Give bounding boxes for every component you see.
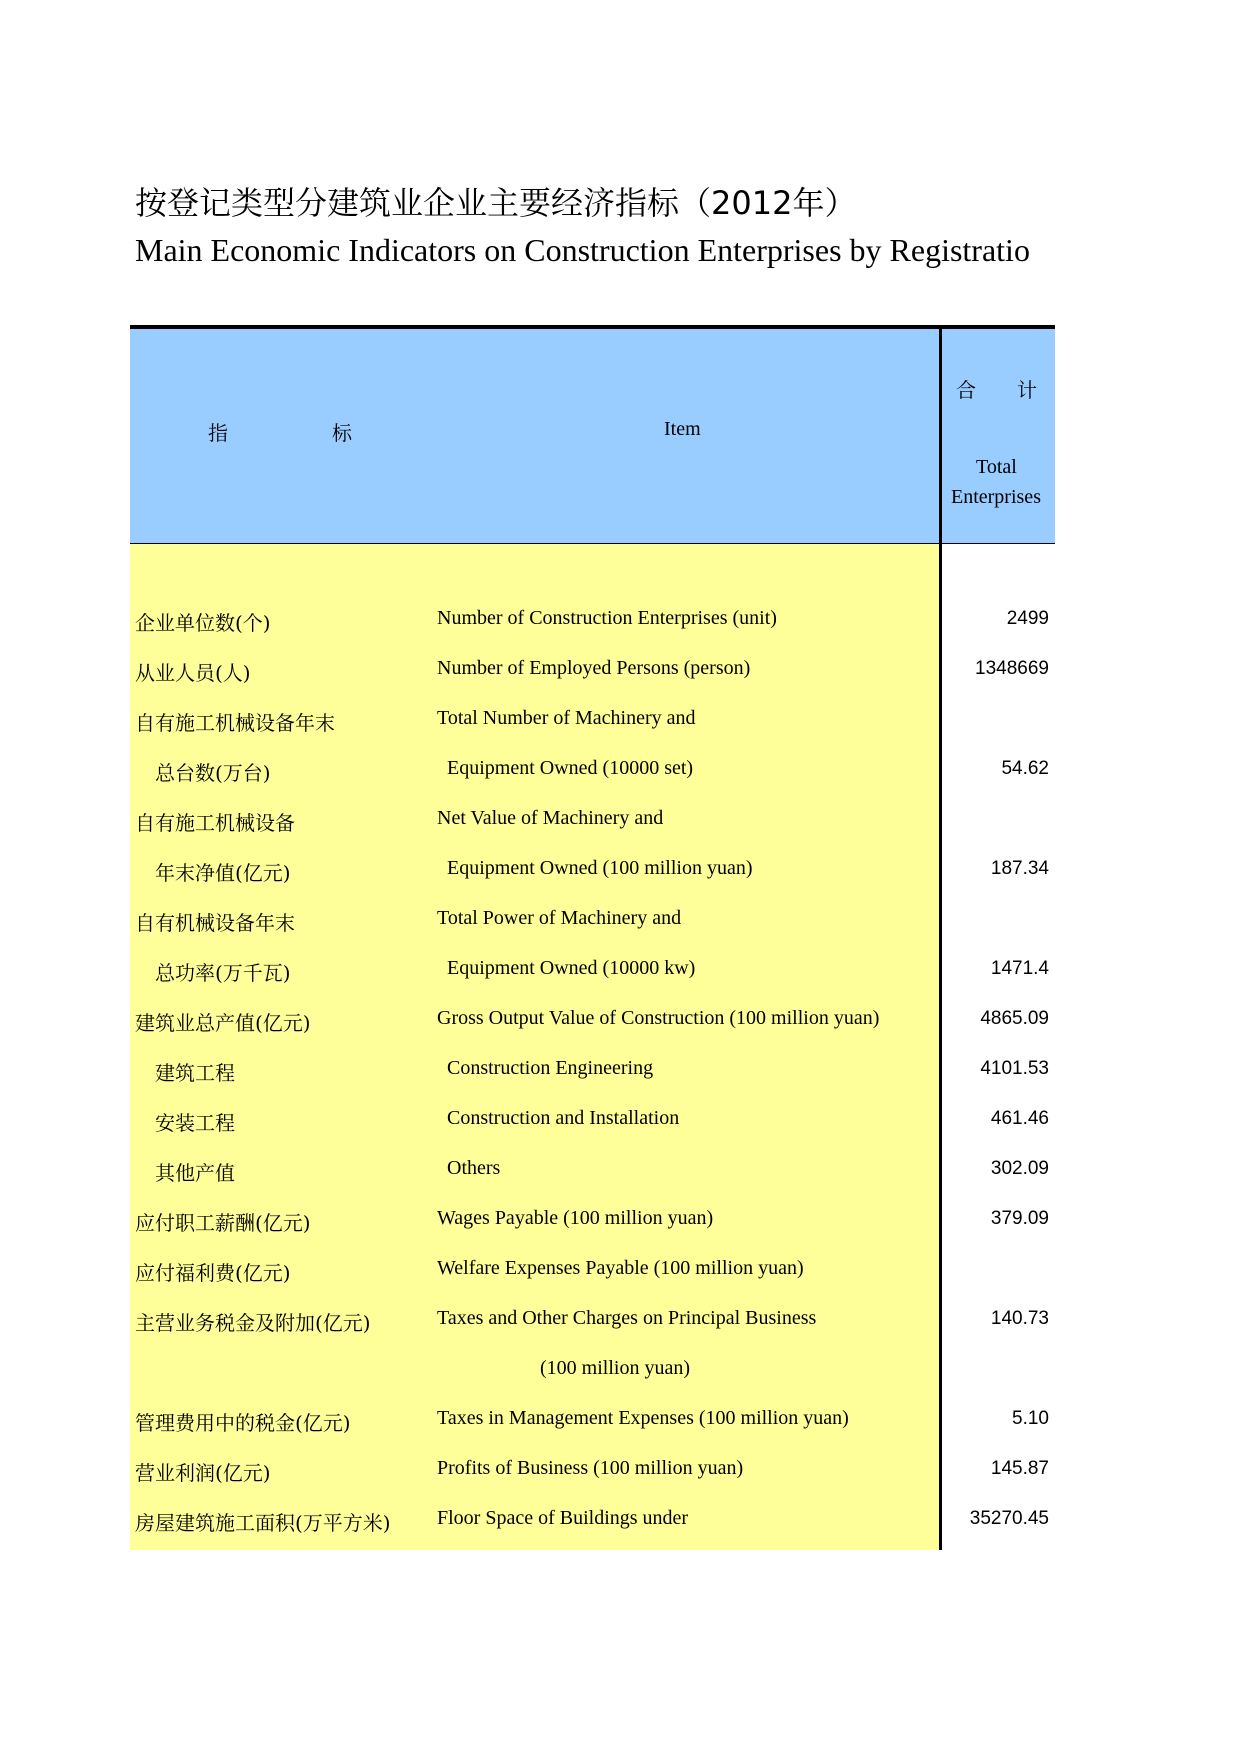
table-row: [130, 945, 1055, 995]
page-title-cn: 按登记类型分建筑业企业主要经济指标（2012年）: [135, 184, 857, 222]
row-label-cn: 总功率(万千瓦): [155, 961, 291, 985]
row-label-en: Equipment Owned (10000 kw): [447, 957, 696, 979]
table-row: [130, 995, 1055, 1045]
row-label-cn: 房屋建筑施工面积(万平方米): [135, 1511, 391, 1535]
row-total-value: 1348669: [975, 658, 1049, 679]
table-row: [130, 595, 1055, 645]
header-total-cn-2: 计: [1017, 378, 1037, 402]
row-label-en: Floor Space of Buildings under: [437, 1507, 689, 1529]
row-label-cn: 从业人员(人): [135, 661, 251, 685]
row-total-value: 4865.09: [980, 1008, 1049, 1029]
header-indicator-cn-2: 标: [332, 421, 352, 445]
table-row: [130, 1145, 1055, 1195]
row-label-cn: 主营业务税金及附加(亿元): [135, 1311, 371, 1335]
row-label-en: Wages Payable (100 million yuan): [437, 1207, 714, 1229]
header-total-en-1: Total: [976, 456, 1017, 478]
row-total-value: 35270.45: [969, 1508, 1049, 1529]
row-total-value: 461.46: [990, 1108, 1049, 1129]
row-label-cn: 企业单位数(个): [135, 611, 271, 635]
row-total-value: 302.09: [990, 1158, 1049, 1179]
row-label-cn: 自有机械设备年末: [135, 911, 295, 935]
header-total-en-2: Enterprises: [951, 486, 1041, 508]
row-label-en: Number of Employed Persons (person): [437, 657, 751, 679]
row-label-cn: 建筑业总产值(亿元): [135, 1011, 311, 1035]
row-total-value: 145.87: [990, 1458, 1049, 1479]
table-row: [130, 845, 1055, 895]
row-label-cn: 年末净值(亿元): [155, 861, 291, 885]
indicator-table: [130, 325, 1055, 1550]
row-total-value: 4101.53: [980, 1058, 1049, 1079]
table-row: [130, 1395, 1055, 1445]
table-row: [130, 795, 1055, 845]
table-row: [130, 1345, 1055, 1395]
table-row: [130, 1045, 1055, 1095]
table-row: [130, 1295, 1055, 1345]
table-row: [130, 895, 1055, 945]
table-row: [130, 645, 1055, 695]
row-label-cn: 安装工程: [155, 1111, 235, 1135]
table-row: [130, 1445, 1055, 1495]
row-label-cn: 管理费用中的税金(亿元): [135, 1411, 351, 1435]
row-total-value: 379.09: [990, 1208, 1049, 1229]
row-label-en: Equipment Owned (10000 set): [447, 757, 694, 779]
row-label-cn: 营业利润(亿元): [135, 1461, 271, 1485]
row-total-value: 5.10: [1012, 1408, 1049, 1429]
row-label-en: Taxes and Other Charges on Principal Business: [437, 1307, 817, 1329]
row-total-value: 54.62: [1001, 758, 1049, 779]
row-total-value: 1471.4: [990, 958, 1049, 979]
row-label-en: Total Power of Machinery and: [437, 907, 682, 929]
header-total-cn-1: 合: [956, 378, 976, 402]
row-label-en: Welfare Expenses Payable (100 million yuan): [437, 1257, 804, 1279]
row-label-cn: 应付福利费(亿元): [135, 1261, 291, 1285]
row-label-en: Taxes in Management Expenses (100 million yuan): [437, 1407, 849, 1429]
table-row: [130, 1245, 1055, 1295]
row-total-value: 187.34: [990, 858, 1049, 879]
table-row: [130, 745, 1055, 795]
row-label-en: Net Value of Machinery and: [437, 807, 664, 829]
table-row: [130, 1195, 1055, 1245]
row-label-en: Number of Construction Enterprises (unit): [437, 607, 777, 629]
row-label-cn: 自有施工机械设备年末: [135, 711, 335, 735]
row-label-cn: 应付职工薪酬(亿元): [135, 1211, 311, 1235]
header-indicator-cn-1: 指: [208, 421, 228, 445]
row-label-cn: 建筑工程: [155, 1061, 235, 1085]
row-total-value: 140.73: [990, 1308, 1049, 1329]
row-label-en: (100 million yuan): [540, 1357, 690, 1379]
table-row: [130, 695, 1055, 745]
page-title-en: Main Economic Indicators on Construction Enterprises by Registratio: [135, 232, 1030, 268]
row-label-cn: 自有施工机械设备: [135, 811, 295, 835]
row-label-en: Others: [447, 1157, 501, 1179]
row-label-en: Profits of Business (100 million yuan): [437, 1457, 744, 1479]
row-label-en: Gross Output Value of Construction (100 million yuan): [437, 1007, 880, 1029]
header-item-en: Item: [664, 418, 701, 440]
header-total-cell: [942, 329, 1055, 544]
row-label-cn: 其他产值: [155, 1161, 235, 1185]
header-item-cell: [130, 329, 939, 544]
table-row: [130, 1095, 1055, 1145]
row-label-en: Construction Engineering: [447, 1057, 654, 1079]
table-row: [130, 1495, 1055, 1545]
row-label-en: Construction and Installation: [447, 1107, 680, 1129]
row-total-value: 2499: [1006, 608, 1049, 629]
row-label-en: Equipment Owned (100 million yuan): [447, 857, 753, 879]
row-label-en: Total Number of Machinery and: [437, 707, 696, 729]
row-label-cn: 总台数(万台): [155, 761, 271, 785]
